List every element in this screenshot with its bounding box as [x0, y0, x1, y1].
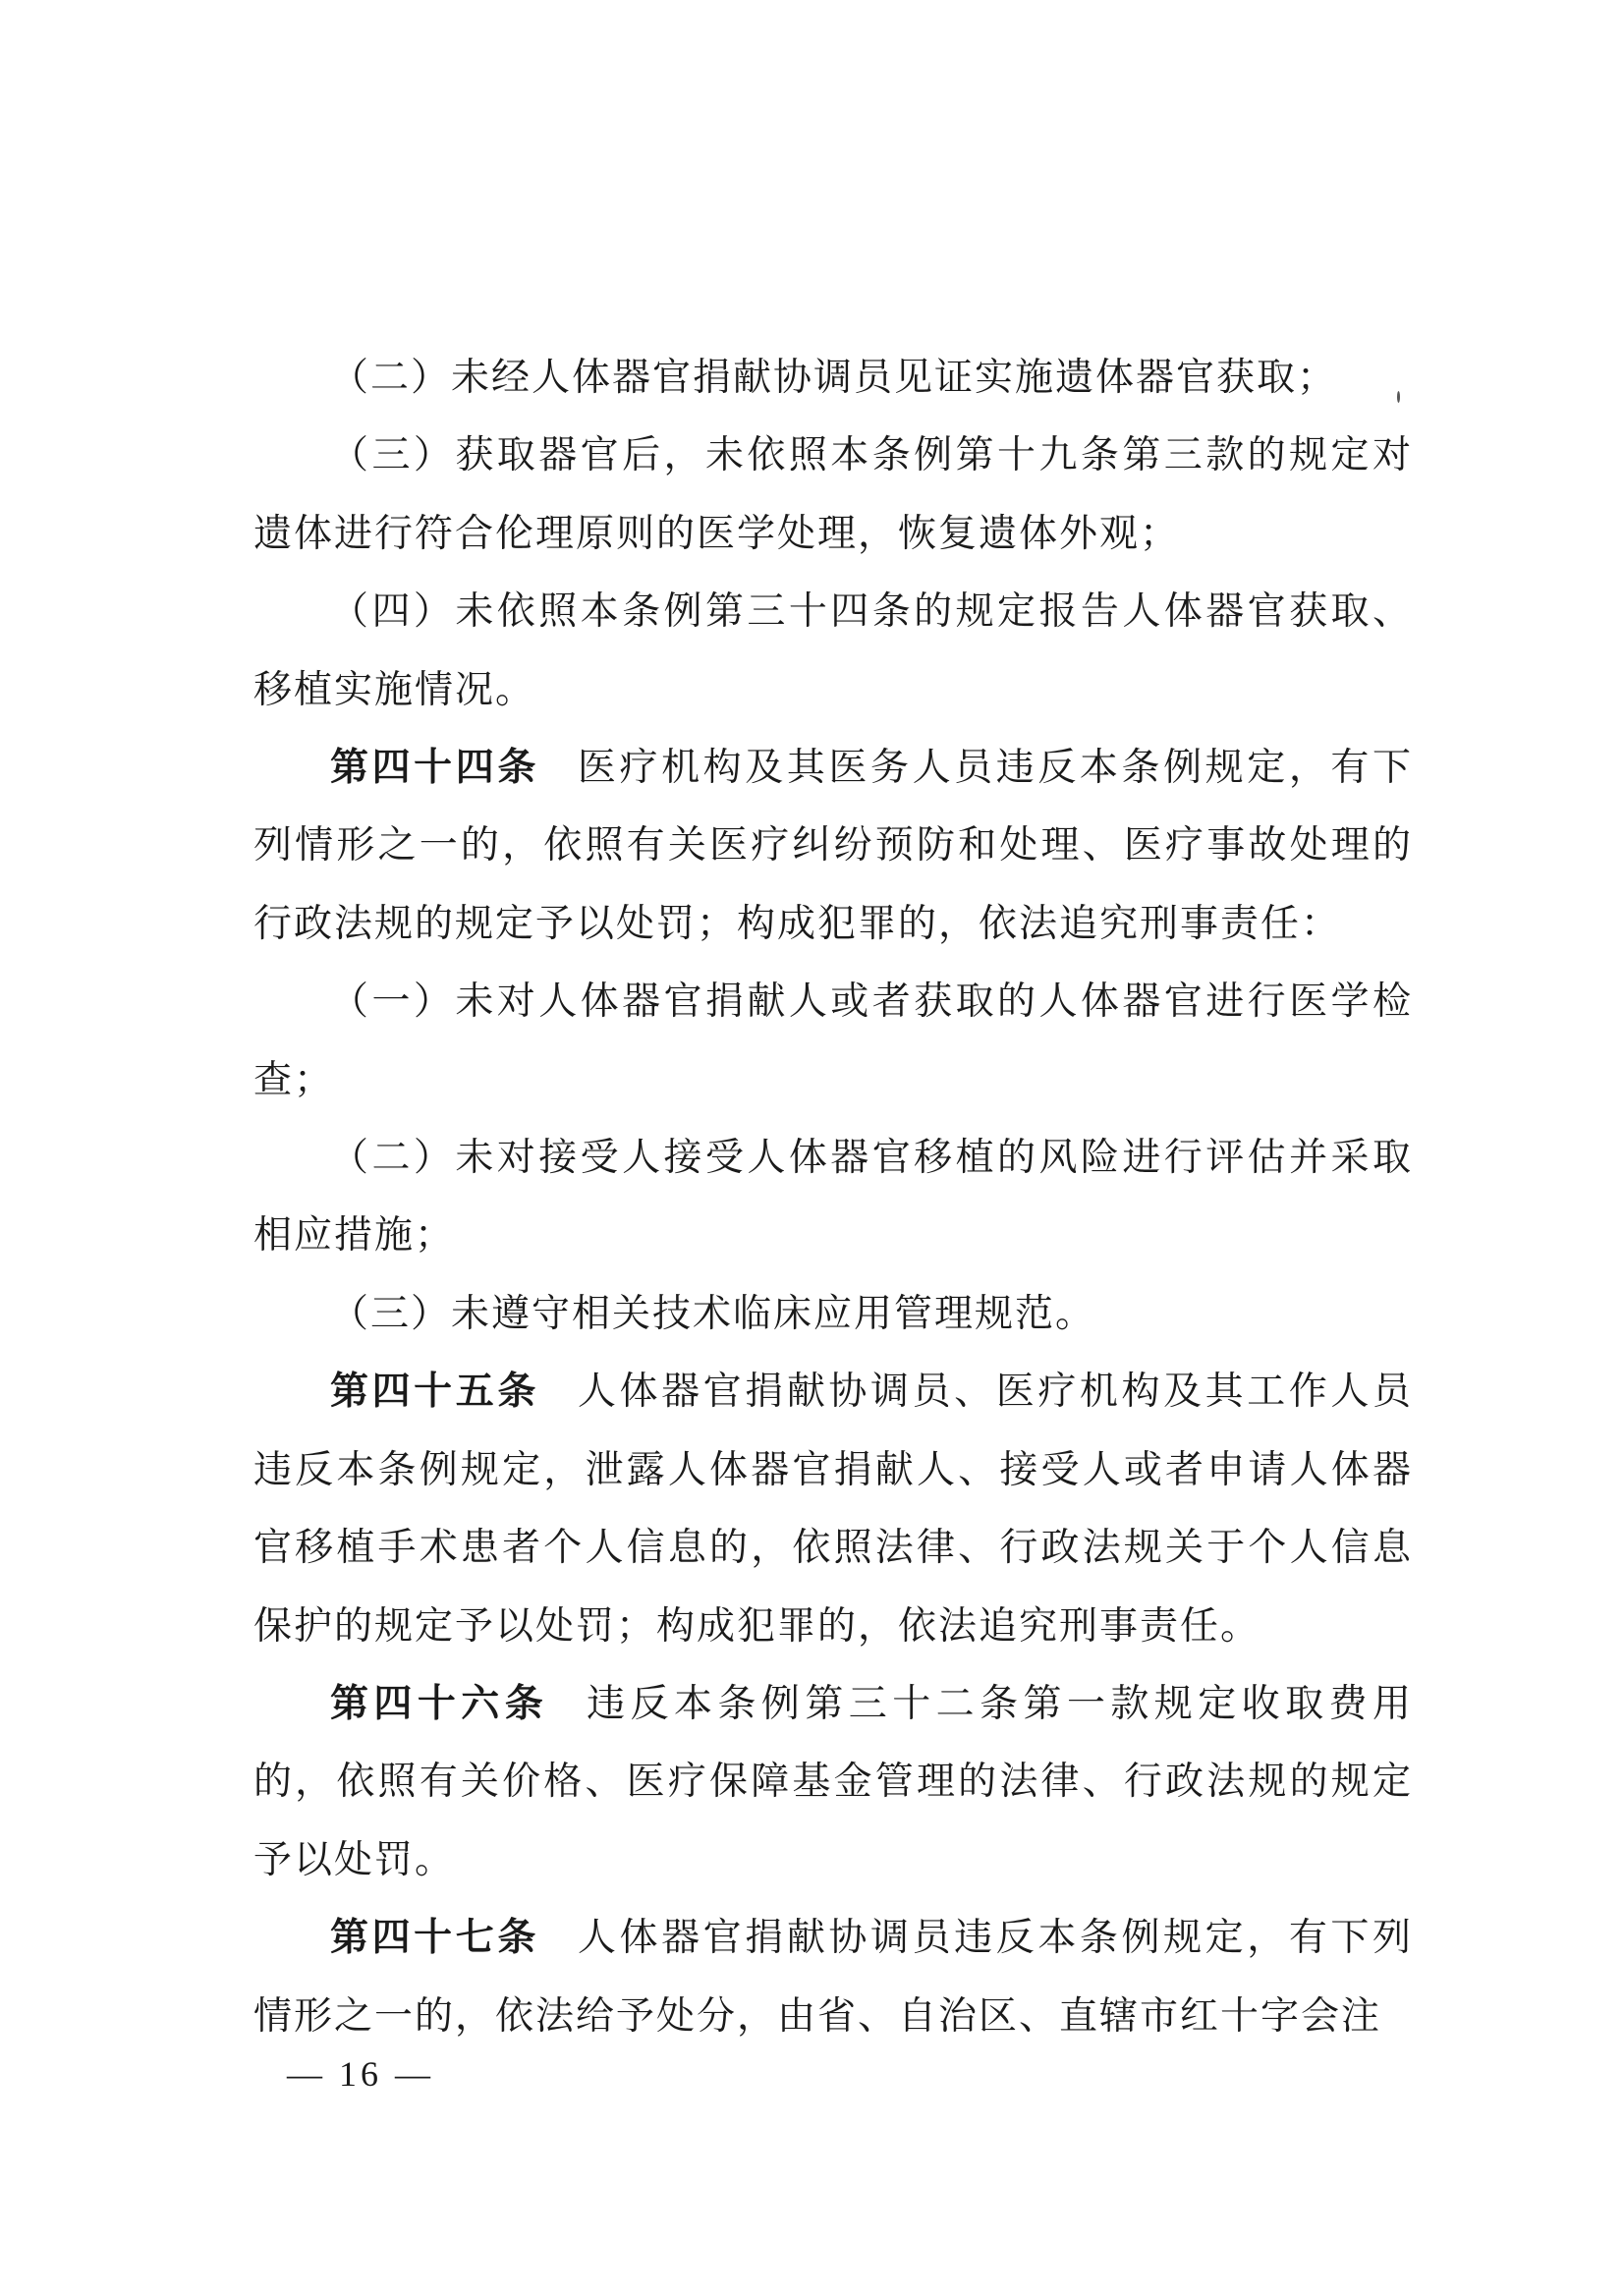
scan-speck: [1397, 391, 1400, 403]
paragraph-text: （一）未对人体器官捐献人或者获取的人体器官进行医学检查；: [253, 980, 1413, 1102]
article-title: 第四十七条: [330, 1916, 539, 1961]
article-title: 第四十六条: [330, 1681, 549, 1726]
paragraph: [253, 963, 1413, 1119]
article-46: [253, 1665, 1413, 1899]
paragraph-text: 人体器官捐献协调员违反本条例规定，有下列情形之一的，依法给予处分，由省、自治区、直辖市红十字会注: [253, 1916, 1413, 2039]
paragraph-text: 人体器官捐献协调员、医疗机构及其工作人员违反本条例规定，泄露人体器官捐献人、接受人或者申请人体器官移植手术患者个人信息的，依照法律、行政法规关于个人信息保护的规定予以处罚；构成犯罪的，依法追究刑事责任。: [253, 1370, 1413, 1649]
paragraph-text: （四）未依照本条例第三十四条的规定报告人体器官获取、移植实施情况。: [253, 589, 1413, 712]
paragraph-text: （二）未对接受人接受人体器官移植的风险进行评估并采取相应措施；: [253, 1136, 1413, 1259]
paragraph: [253, 417, 1413, 573]
paragraph-text: 医疗机构及其医务人员违反本条例规定，有下列情形之一的，依照有关医疗纠纷预防和处理、医疗事故处理的行政法规的规定予以处罚；构成犯罪的，依法追究刑事责任：: [253, 746, 1413, 946]
article-title: 第四十四条: [330, 746, 539, 791]
paragraph: [253, 339, 1413, 417]
paragraph-text: 违反本条例第三十二条第一款规定收取费用的，依照有关价格、医疗保障基金管理的法律、行政法规的规定予以处罚。: [253, 1681, 1413, 1882]
paragraph-text: （三）获取器官后，未依照本条例第十九条第三款的规定对遗体进行符合伦理原则的医学处理，恢复遗体外观；: [253, 433, 1413, 556]
paragraph: [253, 1275, 1413, 1353]
paragraph: [253, 1119, 1413, 1275]
article-45: [253, 1353, 1413, 1665]
page-number: — 16 —: [287, 2054, 434, 2094]
paragraph-text: （三）未遵守相关技术临床应用管理规范。: [330, 1291, 1096, 1336]
paragraph-text: （二）未经人体器官捐献协调员见证实施遗体器官获取；: [330, 356, 1338, 400]
paragraph: [253, 573, 1413, 729]
document-body: [253, 339, 1413, 2055]
article-title: 第四十五条: [330, 1370, 539, 1415]
article-47: [253, 1899, 1413, 2055]
article-44: [253, 729, 1413, 963]
